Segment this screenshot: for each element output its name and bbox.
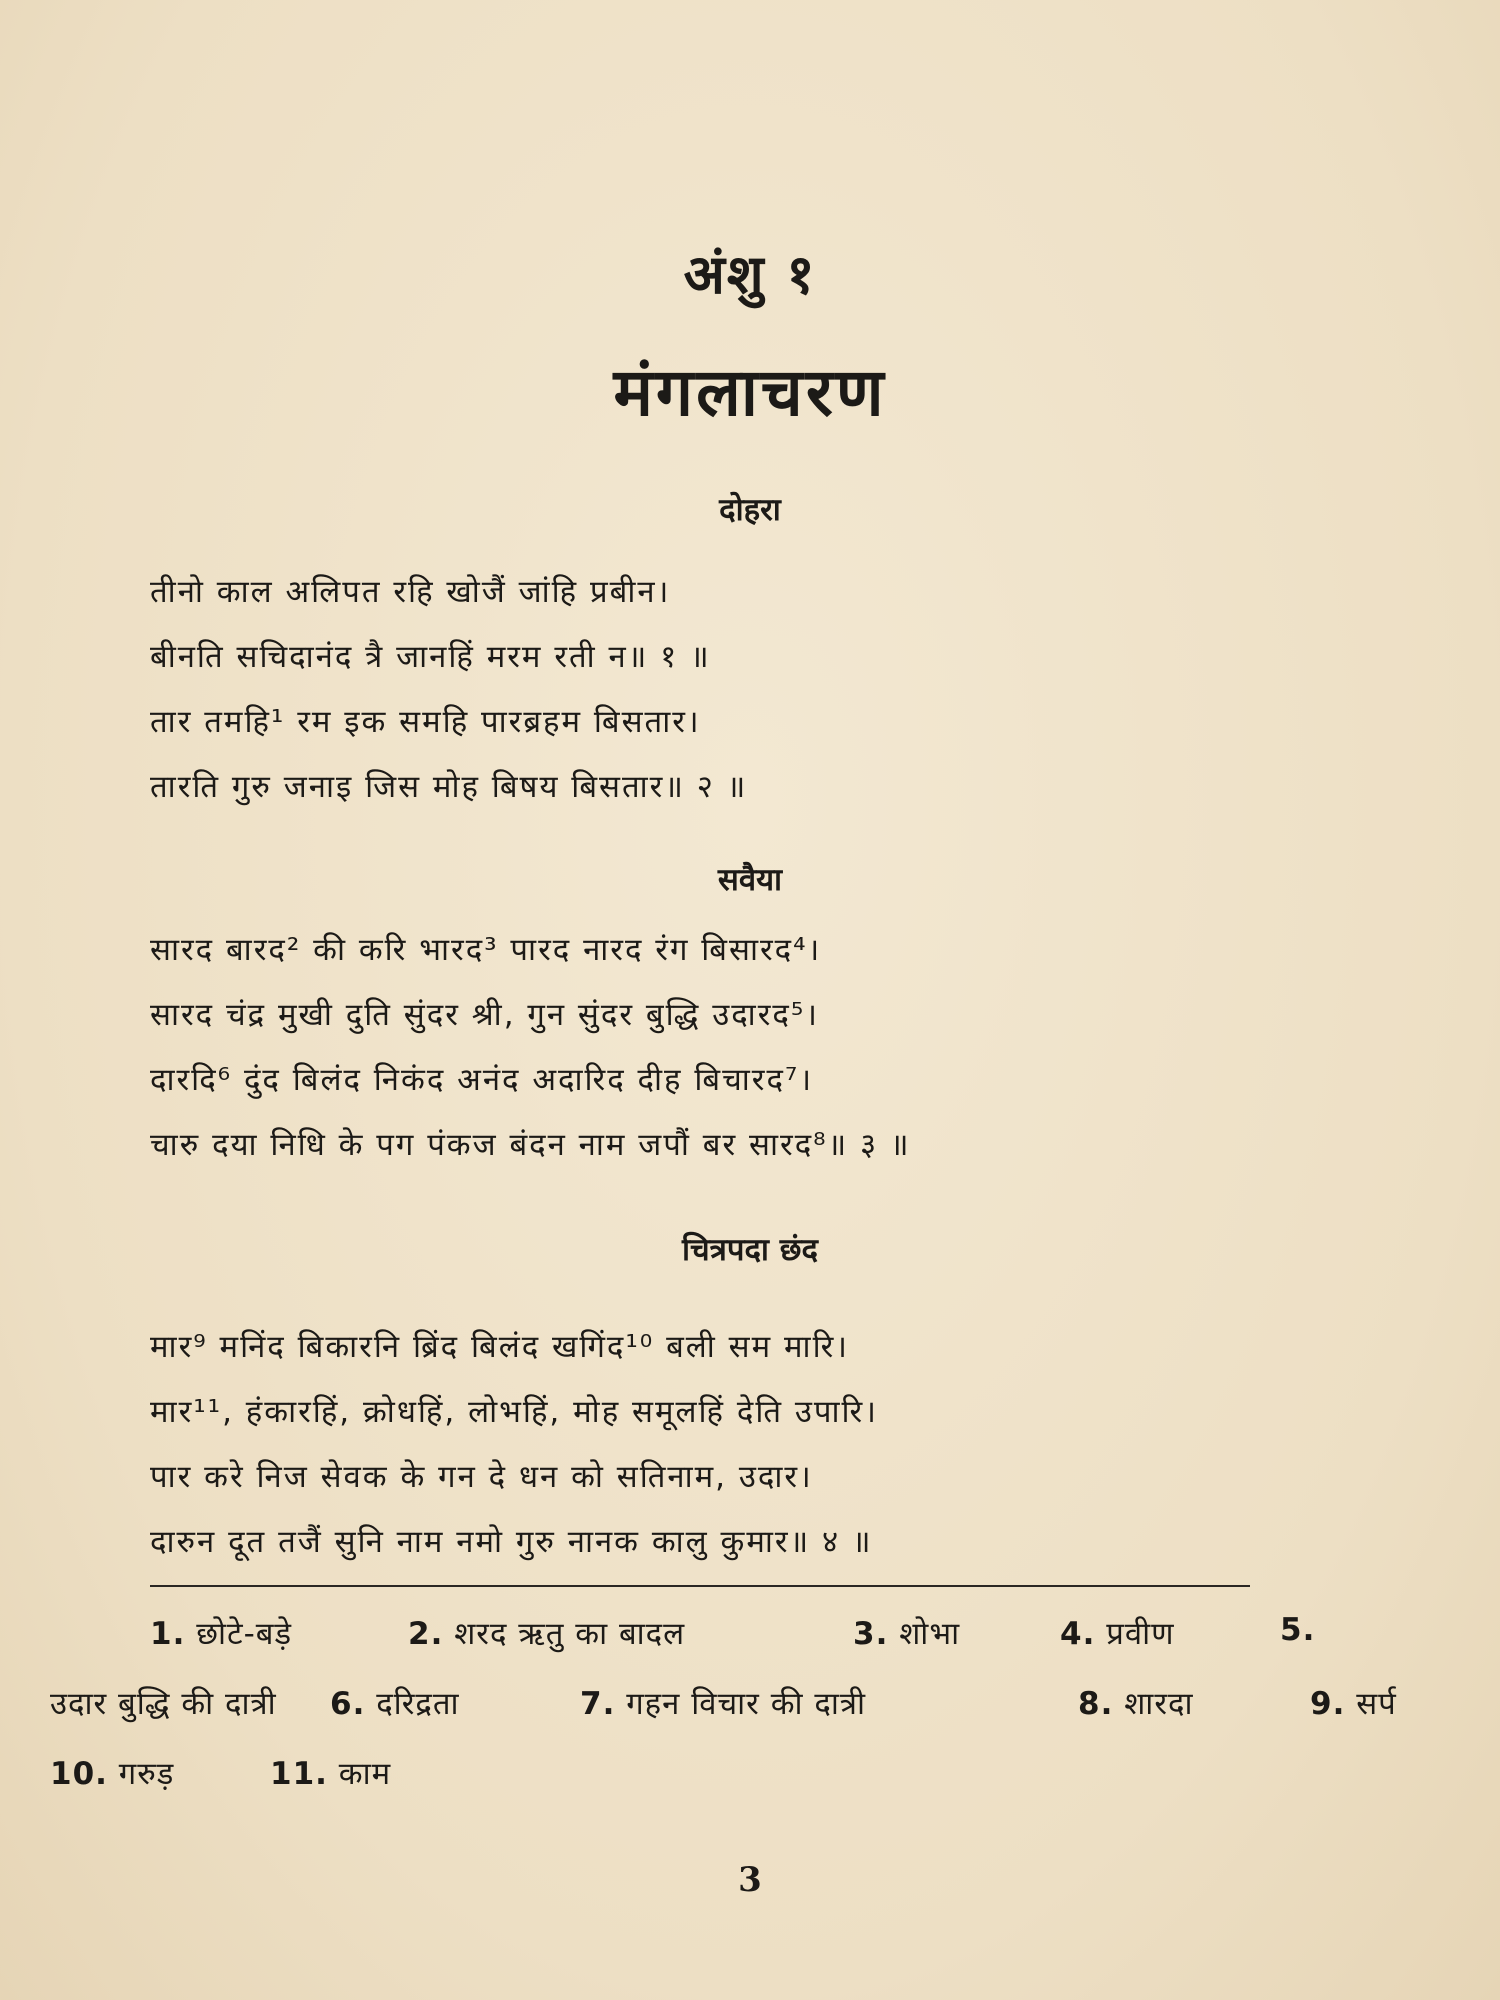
footnote: उदार बुद्धि की दात्री [50, 1686, 277, 1722]
verse-line: मार¹¹, हंकारहिं, क्रोधहिं, लोभहिं, मोह समूलहिं देति उपारि। [150, 1394, 878, 1430]
footnote: 3. शोभा [853, 1616, 961, 1652]
verse-line: बीनति सचिदानंद त्रै जानहिं मरम रती न॥ १ ॥ [150, 639, 711, 675]
footnote-divider [150, 1585, 1250, 1587]
footnote: 2. शरद ऋतु का बादल [408, 1616, 686, 1652]
verse-line: पार करे निज सेवक के गन दे धन को सतिनाम, उदार। [150, 1459, 813, 1495]
section-title-savaiya: सवैया [717, 862, 783, 898]
verse-line: तार तमहि¹ रम इक समहि पारब्रहम बिसतार। [150, 704, 701, 740]
footnote: 8. शारदा [1078, 1686, 1194, 1722]
section-title-chitrapada: चित्रपदा छंद [682, 1232, 818, 1268]
footnote: 6. दरिद्रता [330, 1686, 460, 1722]
footnote: 7. गहन विचार की दात्री [580, 1686, 867, 1722]
footnote: 5. [1280, 1612, 1316, 1648]
section-title-dohra: दोहरा [719, 492, 781, 528]
verse-line: चारु दया निधि के पग पंकज बंदन नाम जपौं बर सारद⁸॥ ३ ॥ [150, 1127, 911, 1163]
chapter-title: मंगलाचरण [613, 354, 887, 431]
footnote: 4. प्रवीण [1060, 1616, 1175, 1652]
verse-line: मार⁹ मनिंद बिकारनि ब्रिंद बिलंद खगिंद¹⁰ बली सम मारि। [150, 1329, 850, 1365]
verse-line: दारुन दूत तजैं सुनि नाम नमो गुरु नानक कालु कुमार॥ ४ ॥ [150, 1524, 873, 1560]
verse-line: सारद चंद्र मुखी दुति सुंदर श्री, गुन सुंदर बुद्धि उदारद⁵। [150, 997, 820, 1033]
page-number: 3 [738, 1860, 762, 1900]
footnote: 11. काम [270, 1756, 392, 1792]
verse-line: सारद बारद² की करि भारद³ पारद नारद रंग बिसारद⁴। [150, 932, 822, 968]
part-heading: अंशु १ [683, 243, 817, 306]
verse-line: तीनो काल अलिपत रहि खोजैं जांहि प्रबीन। [150, 574, 671, 610]
footnote: 9. सर्प [1310, 1686, 1397, 1722]
footnote: 1. छोटे-बड़े [150, 1616, 293, 1652]
verse-line: दारदि⁶ दुंद बिलंद निकंद अनंद अदारिद दीह बिचारद⁷। [150, 1062, 814, 1098]
verse-line: तारति गुरु जनाइ जिस मोह बिषय बिसतार॥ २ ॥ [150, 769, 748, 805]
footnote: 10. गरुड़ [50, 1756, 175, 1792]
